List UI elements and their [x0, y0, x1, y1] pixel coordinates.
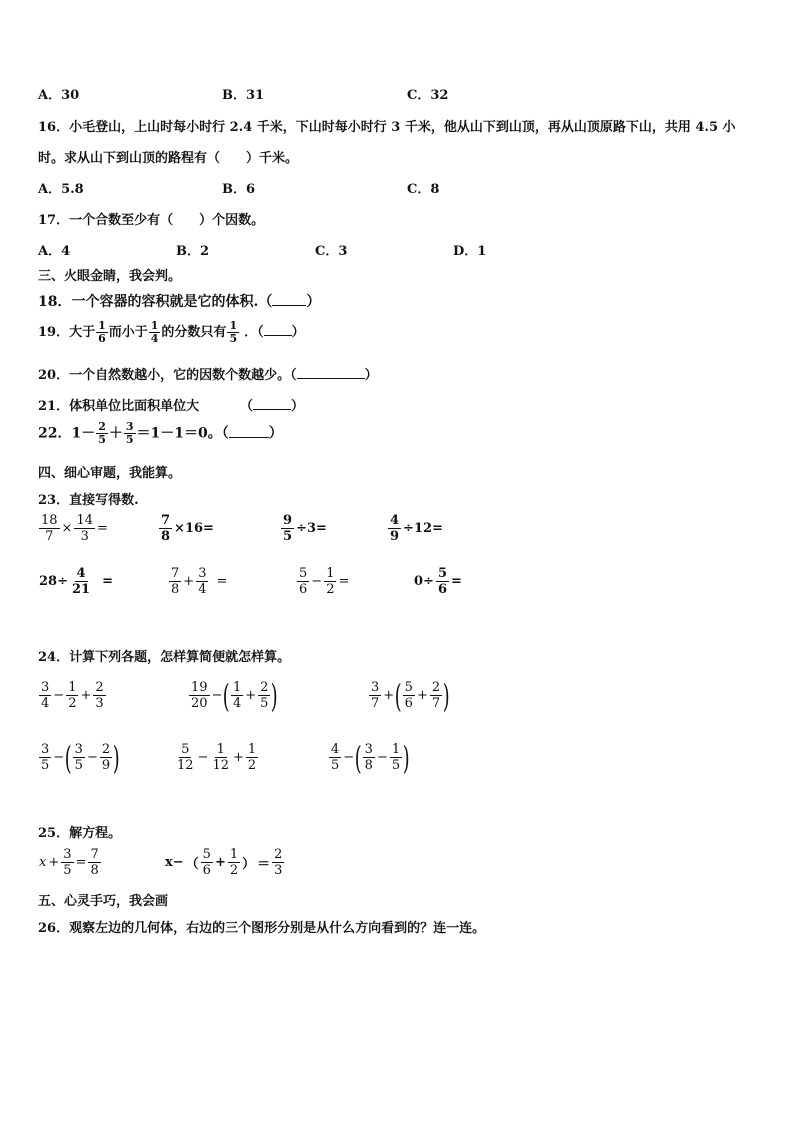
fraction: $\frac{3}{5}$ [74, 742, 83, 773]
fraction: $\frac{1}{12}$ [212, 742, 229, 773]
fraction: $\frac{1}{2}$ [326, 566, 335, 597]
fraction: $\frac{3}{5}$ [125, 420, 134, 446]
q19-mid1: 而小于 [108, 325, 148, 340]
q24-item-6: $\frac{4}{5}$ −( $\frac{3}{8}$ − $\frac{1}{5}$ ) [331, 738, 410, 777]
fraction: $\frac{7}{8}$ [171, 566, 180, 597]
q23-item-7: $\frac{5}{6}$ − $\frac{1}{2}$ = [299, 566, 350, 597]
fraction: $\frac{7}{8}$ [90, 847, 99, 878]
q23-item-6: $\frac{7}{8}$ + $\frac{3}{4}$ = [171, 566, 228, 597]
q20-text: 20．一个自然数越小，它的因数个数越少。（ [38, 368, 297, 383]
q25-title: 25．解方程。 [38, 826, 122, 841]
q19-prefix: 19．大于 [38, 325, 96, 340]
fraction: $\frac{3}{8}$ [364, 742, 373, 773]
q22 [38, 421, 283, 446]
q25-equation-1: x + $\frac{3}{5}$ = $\frac{7}{8}$ [39, 847, 99, 878]
fraction: $\frac{1}{4}$ [150, 319, 159, 345]
fraction: $\frac{2}{3}$ [274, 847, 283, 878]
q17-option-a: A．4 [38, 244, 71, 259]
fraction: $\frac{2}{5}$ [98, 420, 106, 446]
fraction: $\frac{7}{8}$ [161, 513, 171, 544]
q21 [38, 395, 199, 414]
q16-option-b: B．6 [222, 182, 256, 197]
fraction: $\frac{1}{6}$ [98, 319, 106, 345]
q23-item-4: $\frac{4}{9}$ ÷12= [390, 513, 443, 544]
q17-option-d: D．1 [453, 244, 487, 259]
fraction: $\frac{3}{5}$ [63, 847, 72, 878]
q15-option-c: C．32 [407, 88, 449, 103]
q23-item-3: $\frac{9}{5}$ ÷3= [283, 513, 327, 544]
q21-close: ） [291, 399, 305, 414]
q19-mid2: 的分数只有 [161, 325, 227, 340]
q22-close: ） [268, 425, 283, 442]
q24-item-2: $\frac{19}{20}$ −( $\frac{1}{4}$ + $\frac{2}{5}$ ) [191, 676, 279, 715]
answer-blank[interactable] [272, 293, 306, 306]
fraction: $\frac{19}{20}$ [191, 680, 208, 711]
fraction: $\frac{3}{7}$ [371, 680, 380, 711]
q18-close: ） [306, 294, 321, 310]
q24-item-1: $\frac{3}{4}$ − $\frac{1}{2}$ + $\frac{2}{3}$ [41, 680, 104, 711]
fraction: $\frac{1}{2}$ [68, 680, 77, 711]
q16-option-c: C．8 [407, 182, 440, 197]
fraction: $\frac{1}{2}$ [229, 847, 239, 878]
q24-item-4: $\frac{3}{5}$ −( $\frac{3}{5}$ − $\frac{2}{9}$ ) [41, 738, 120, 777]
q24-item-3: $\frac{3}{7}$ +( $\frac{5}{6}$ + $\frac{2}{7}$ ) [371, 676, 450, 715]
q18-text: 18．一个容器的容积就是它的体积.（ [38, 294, 273, 310]
fraction: $\frac{5}{6}$ [404, 680, 413, 711]
q23-item-1: $\frac{18}{7}$ × $\frac{14}{3}$ = [41, 513, 108, 544]
fraction: $\frac{4}{9}$ [390, 513, 400, 544]
fraction: $\frac{1}{5}$ [229, 319, 238, 345]
q15-option-b: B．31 [222, 88, 265, 103]
q21-open: （ [240, 399, 254, 414]
fraction: $\frac{4}{21}$ [71, 566, 91, 597]
fraction: $\frac{2}{3}$ [95, 680, 104, 711]
fraction: $\frac{4}{5}$ [331, 742, 340, 773]
fraction: $\frac{18}{7}$ [41, 513, 58, 544]
q24-title: 24．计算下列各题，怎样算简便就怎样算。 [38, 650, 291, 665]
q21-text: 21．体积单位比面积单位大 [38, 399, 200, 414]
fraction: $\frac{1}{5}$ [391, 742, 401, 773]
answer-blank[interactable] [253, 397, 291, 410]
q17-text: 17．一个合数至少有（ ）个因数。 [38, 213, 265, 228]
answer-blank[interactable] [297, 366, 365, 379]
q16-line2: 时。求从山下到山顶的路程有（ ）千米。 [38, 151, 299, 166]
answer-blank[interactable] [264, 323, 292, 336]
fraction: $\frac{14}{3}$ [76, 513, 93, 544]
fraction: $\frac{1}{2}$ [247, 742, 257, 773]
fraction: $\frac{1}{4}$ [232, 680, 242, 711]
section-3-heading: 三、火眼金睛，我会判。 [38, 269, 182, 284]
section-4-heading: 四、细心审题，我能算。 [38, 466, 182, 481]
fraction: $\frac{2}{5}$ [260, 680, 269, 711]
q23-item-8: 0÷ $\frac{5}{6}$ = [414, 566, 462, 597]
q16-line1: 16．小毛登山，上山时每小时行 2.4 千米，下山时每小时行 3 千米，他从山下到山顶，再从山顶原路下山，共用 4.5 小 [38, 120, 736, 135]
q16-option-a: A．5.8 [38, 182, 84, 197]
q15-option-a: A．30 [38, 88, 80, 103]
q22-prefix: 22．1－ [38, 425, 96, 442]
q17-option-c: C．3 [315, 244, 348, 259]
fraction: $\frac{3}{5}$ [41, 742, 50, 773]
q20-close: ） [364, 368, 378, 383]
q20 [38, 364, 378, 383]
section-5-heading: 五、心灵手巧，我会画 [38, 894, 169, 909]
fraction: $\frac{3}{4}$ [41, 680, 50, 711]
fraction: $\frac{2}{7}$ [431, 680, 441, 711]
q23-title: 23．直接写得数. [38, 493, 139, 508]
fraction: $\frac{5}{6}$ [299, 566, 308, 597]
q17-option-b: B．2 [176, 244, 210, 259]
q19 [38, 320, 305, 345]
fraction: $\frac{5}{12}$ [177, 742, 194, 773]
q24-item-5: $\frac{5}{12}$ − $\frac{1}{12}$ + $\frac{1}{2}$ [177, 742, 257, 773]
q23-item-5: 28÷ $\frac{4}{21}$ = [39, 566, 113, 597]
fraction: $\frac{5}{6}$ [437, 566, 447, 597]
q22-rest: ＝1－1＝0。（ [136, 425, 229, 442]
q19-close: ） [291, 325, 305, 340]
q21-answer [240, 395, 304, 414]
q26-text: 26．观察左边的几何体，右边的三个图形分别是从什么方向看到的？连一连。 [38, 921, 486, 936]
q18 [38, 291, 320, 311]
q23-item-2: $\frac{7}{8}$ ×16= [161, 513, 214, 544]
plus-sign: ＋ [108, 425, 123, 442]
fraction: $\frac{9}{5}$ [283, 513, 293, 544]
answer-blank[interactable] [229, 425, 269, 438]
fraction: $\frac{2}{9}$ [101, 742, 111, 773]
q19-end: ．（ [244, 325, 264, 340]
q25-equation-2: x− （ $\frac{5}{6}$ + $\frac{1}{2}$ ） ＝ $\frac{2}{3}$ [165, 847, 283, 878]
fraction: $\frac{5}{6}$ [202, 847, 211, 878]
fraction: $\frac{3}{4}$ [198, 566, 207, 597]
